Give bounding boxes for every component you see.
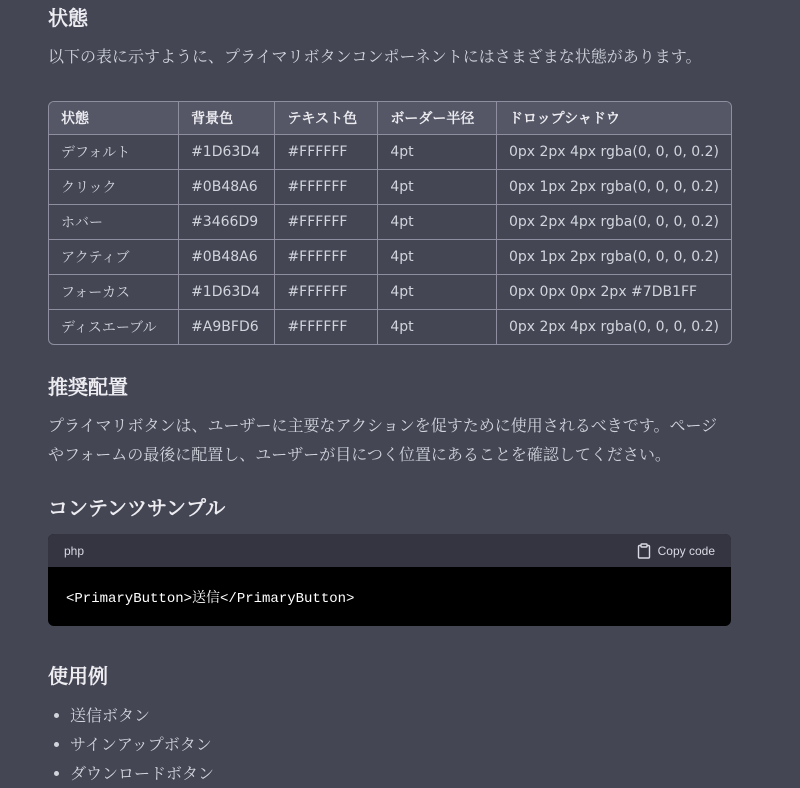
cell-background-color: #0B48A6 — [179, 170, 275, 205]
cell-text-color: #FFFFFF — [275, 310, 378, 345]
list-item — [48, 730, 214, 759]
copy-code-label: Copy code — [657, 543, 715, 558]
state-heading: 状態 — [48, 6, 88, 30]
cell-state: デフォルト — [49, 135, 179, 170]
cell-drop-shadow: 0px 1px 2px rgba(0, 0, 0, 0.2) — [496, 170, 731, 205]
code-language-label: php — [64, 543, 85, 558]
cell-background-color: #1D63D4 — [179, 135, 275, 170]
cell-border-radius: 4pt — [378, 240, 497, 275]
header-drop-shadow: ドロップシャドウ — [496, 102, 731, 135]
state-table-container — [48, 101, 732, 345]
list-item — [48, 701, 214, 730]
header-text-color: テキスト色 — [275, 102, 378, 135]
recommended-placement-heading: 推奨配置 — [48, 375, 128, 399]
cell-border-radius: 4pt — [378, 135, 497, 170]
clipboard-icon — [637, 543, 651, 559]
cell-text-color: #FFFFFF — [275, 135, 378, 170]
code-text: <PrimaryButton>送信</PrimaryButton> — [66, 591, 355, 607]
code-block — [48, 534, 731, 626]
table-header-row — [49, 102, 731, 135]
header-border-radius: ボーダー半径 — [378, 102, 497, 135]
header-background-color: 背景色 — [179, 102, 275, 135]
cell-border-radius: 4pt — [378, 310, 497, 345]
bullet-icon — [54, 771, 59, 776]
table-row — [49, 310, 731, 345]
code-header — [48, 534, 731, 567]
recommended-placement-text: プライマリボタンは、ユーザーに主要なアクションを促すために使用されるべきです。ページやフォームの最後に配置し、ユーザーが目につく位置にあることを確認してください。 — [48, 416, 718, 464]
bullet-icon — [54, 713, 59, 718]
table-row — [49, 240, 731, 275]
cell-border-radius: 4pt — [378, 205, 497, 240]
list-item-label: 送信ボタン — [70, 706, 151, 725]
list-item-label: ダウンロードボタン — [70, 764, 215, 783]
bullet-icon — [54, 742, 59, 747]
cell-border-radius: 4pt — [378, 170, 497, 205]
code-content — [48, 567, 731, 626]
cell-state: フォーカス — [49, 275, 179, 310]
cell-drop-shadow: 0px 2px 4px rgba(0, 0, 0, 0.2) — [508, 319, 719, 335]
usage-examples-heading: 使用例 — [48, 664, 108, 688]
usage-list — [48, 701, 214, 788]
list-item — [48, 759, 214, 788]
cell-text-color: #FFFFFF — [275, 240, 378, 275]
table-row — [49, 205, 731, 240]
cell-text-color: #FFFFFF — [275, 205, 378, 240]
cell-state: クリック — [49, 170, 179, 205]
state-intro-text: 以下の表に示すように、プライマリボタンコンポーネントにはさまざまな状態があります。 — [48, 47, 702, 66]
table-row — [49, 170, 731, 205]
cell-background-color: #1D63D4 — [179, 275, 275, 310]
cell-drop-shadow: 0px 2px 4px rgba(0, 0, 0, 0.2) — [496, 205, 731, 240]
cell-state: アクティブ — [49, 240, 179, 275]
cell-text-color: #FFFFFF — [275, 170, 378, 205]
table-row — [49, 275, 731, 310]
cell-drop-shadow: 0px 0px 0px 2px #7DB1FF — [496, 275, 731, 310]
content-sample-heading: コンテンツサンプル — [48, 496, 226, 520]
header-state: 状態 — [49, 102, 179, 135]
cell-text-color: #FFFFFF — [275, 275, 378, 310]
cell-state: ホバー — [49, 205, 179, 240]
cell-background-color: #3466D9 — [179, 205, 275, 240]
cell-background-color: #0B48A6 — [179, 240, 275, 275]
list-item-label: サインアップボタン — [70, 735, 212, 754]
copy-code-button[interactable] — [637, 543, 715, 559]
table-row — [49, 135, 731, 170]
cell-state: ディスエーブル — [49, 310, 179, 345]
cell-drop-shadow: 0px 2px 4px rgba(0, 0, 0, 0.2) — [496, 135, 731, 170]
cell-background-color: #A9BFD6 — [179, 310, 275, 345]
cell-drop-shadow: 0px 1px 2px rgba(0, 0, 0, 0.2) — [496, 240, 731, 275]
state-table — [49, 102, 731, 344]
cell-border-radius: 4pt — [378, 275, 497, 310]
